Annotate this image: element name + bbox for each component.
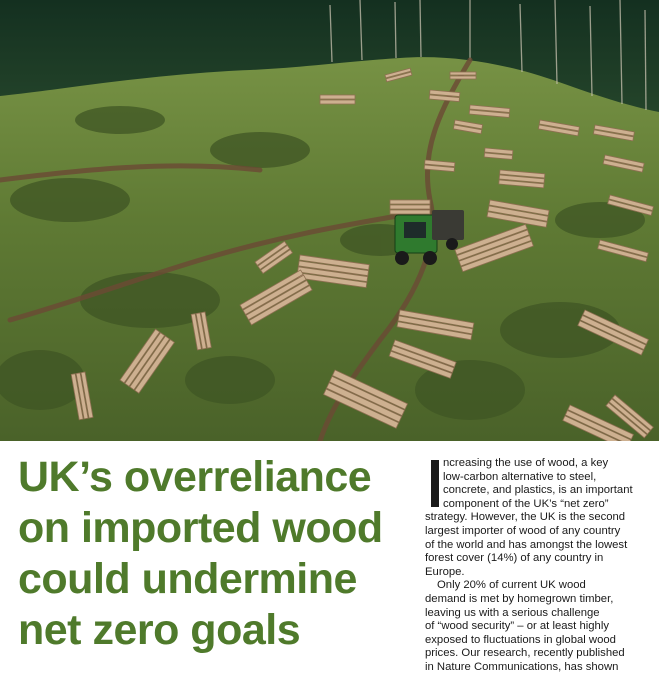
article-headline [18, 452, 418, 656]
body-line: Only 20% of current UK wood [437, 579, 586, 592]
body-line: Europe. [425, 565, 465, 578]
article-body [425, 457, 652, 675]
body-line: component of the UK’s “net zero” [443, 497, 609, 510]
body-line: prices. Our research, recently published [425, 647, 625, 660]
body-line: concrete, and plastics, is an important [443, 484, 633, 497]
body-line: ncreasing the use of wood, a key [443, 457, 609, 469]
paragraph-1 [425, 457, 652, 579]
body-line: of “wood security” – or at least highly [425, 620, 609, 633]
paragraph-2 [425, 579, 652, 674]
headline-line: UK’s overreliance [18, 453, 372, 501]
headline-line: on imported wood [18, 504, 383, 552]
body-line: of the world and has amongst the lowest [425, 538, 628, 551]
headline-line: could undermine [18, 555, 357, 603]
body-line: in Nature Communications, has shown [425, 660, 619, 673]
body-line: forest cover (14%) of any country in [425, 552, 604, 565]
body-line: exposed to fluctuations in global wood [425, 633, 616, 646]
headline-line: net zero goals [18, 606, 301, 654]
body-line: low-carbon alternative to steel, [443, 470, 597, 483]
drop-cap-initial [431, 460, 439, 507]
body-line: strategy. However, the UK is the second [425, 511, 626, 524]
body-line: largest importer of wood of any country [425, 524, 621, 537]
body-line: demand is met by homegrown timber, [425, 592, 614, 605]
body-line: leaving us with a serious challenge [425, 606, 600, 619]
